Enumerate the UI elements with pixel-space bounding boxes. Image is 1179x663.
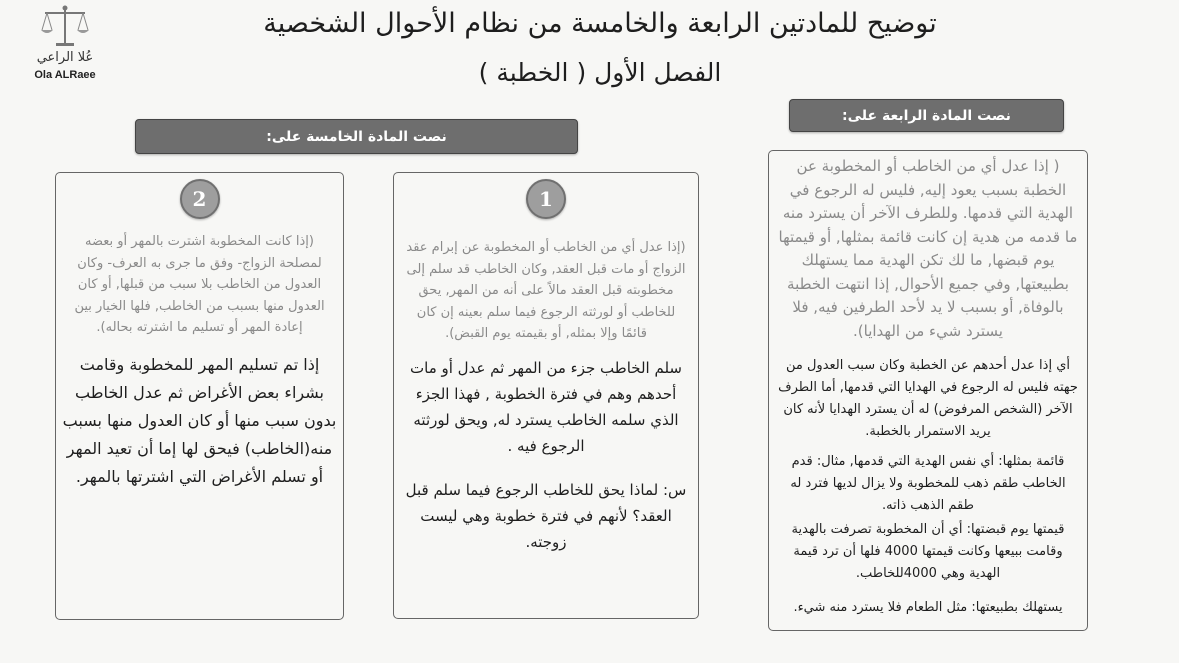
article4-banner: نصت المادة الرابعة على:	[789, 99, 1064, 132]
number-badge-1: 1	[526, 179, 566, 219]
card1-quote: (إذا عدل أي من الخاطب أو المخطوبة عن إبرام عقد الزواج أو مات قبل العقد, وكان الخاطب قد سلم إلى مخطوبته قبل العقد مالاً على أنه من المهر, يحق للخاطب أو لورثته الرجوع فيما سلم بعينه إن كان قائمًا وإلا بمثله, أو بقيمته يوم القبض).	[406, 240, 686, 341]
article4-quote: ( إذا عدل أي من الخاطب أو المخطوبة عن الخطبة بسبب يعود إليه, فليس له الرجوع في الهدية التي قدمها. وللطرف الآخر أن يسترد منه ما قدمه من هدية إن كانت قائمة بمثلها, أو قيمتها يوم قبضها, ما لك تكن الهدية مما يستهلك بطبيعتها, وفي جميع الأحوال, إذا انتهت الخطبة بالوفاة, أو بسبب لا يد لأحد الطرفين فيه, فلا يسترد شيء من الهدايا).	[778, 157, 1078, 340]
article4-para3: قيمتها يوم قبضتها: أي أن المخطوبة تصرفت بالهدية وقامت ببيعها وكانت قيمتها 4000 فلها أن ترد قيمة الهدية وهي 4000للخاطب.	[791, 522, 1065, 581]
card1-question: س: لماذا يحق للخاطب الرجوع فيما سلم قبل العقد؟ لأنهم في فترة خطوبة وهي ليست زوجته.	[405, 480, 687, 551]
card2-explain: إذا تم تسليم المهر للمخطوبة وقامت بشراء بعض الأغراض ثم عدل الخاطب بدون سبب منها أو كان العدول منها بسبب منه(الخاطب) فيحق لها إما أن تعيد المهر أو تسلم الأغراض التي اشترتها بالمهر.	[62, 354, 337, 486]
article4-para1: أي إذا عدل أحدهم عن الخطبة وكان سبب العدول من جهته فليس له الرجوع في الهدايا التي قدمها, أما الطرف الآخر (الشخص المرفوض) له أن يسترد الهدايا لأنه كان يريد الاستمرار بالخطبة.	[778, 358, 1078, 439]
article4-para2: قائمة بمثلها: أي نفس الهدية التي قدمها, مثال: قدم الخاطب طقم ذهب للمخطوبة ولا يزال لديها فترد له طقم الذهب ذاته.	[790, 454, 1066, 513]
article4-para4: يستهلك بطبيعتها: مثل الطعام فلا يسترد منه شيء.	[793, 600, 1063, 615]
scales-icon	[39, 4, 91, 48]
article5-card-1	[393, 172, 699, 619]
page-title: توضيح للمادتين الرابعة والخامسة من نظام الأحوال الشخصية	[263, 8, 937, 39]
article5-card-2	[55, 172, 344, 620]
card2-quote: (إذا كانت المخطوبة اشترت بالمهر أو بعضه لمصلحة الزواج- وفق ما جرى به العرف- وكان العدول من الخاطب بلا سبب من قبلها, أو كان العدول منها بسبب من الخاطب, فلها الخيار بين إعادة المهر أو تسليم ما اشترته بحاله).	[74, 234, 325, 335]
card1-explain: سلم الخاطب جزء من المهر ثم عدل أو مات أحدهم وهم في فترة الخطوبة , فهذا الجزء الذي سلمه الخاطب يسترد له, ويحق لورثته الرجوع فيه .	[410, 358, 682, 455]
logo-name-en: Ola ALRaee	[34, 69, 96, 81]
logo	[28, 4, 102, 81]
article5-banner: نصت المادة الخامسة على:	[135, 119, 578, 154]
page-subtitle: الفصل الأول ( الخطبة )	[478, 58, 722, 87]
number-badge-2: 2	[180, 179, 220, 219]
logo-name-ar: عُلا الراعي	[36, 50, 94, 65]
article4-card	[768, 150, 1088, 631]
